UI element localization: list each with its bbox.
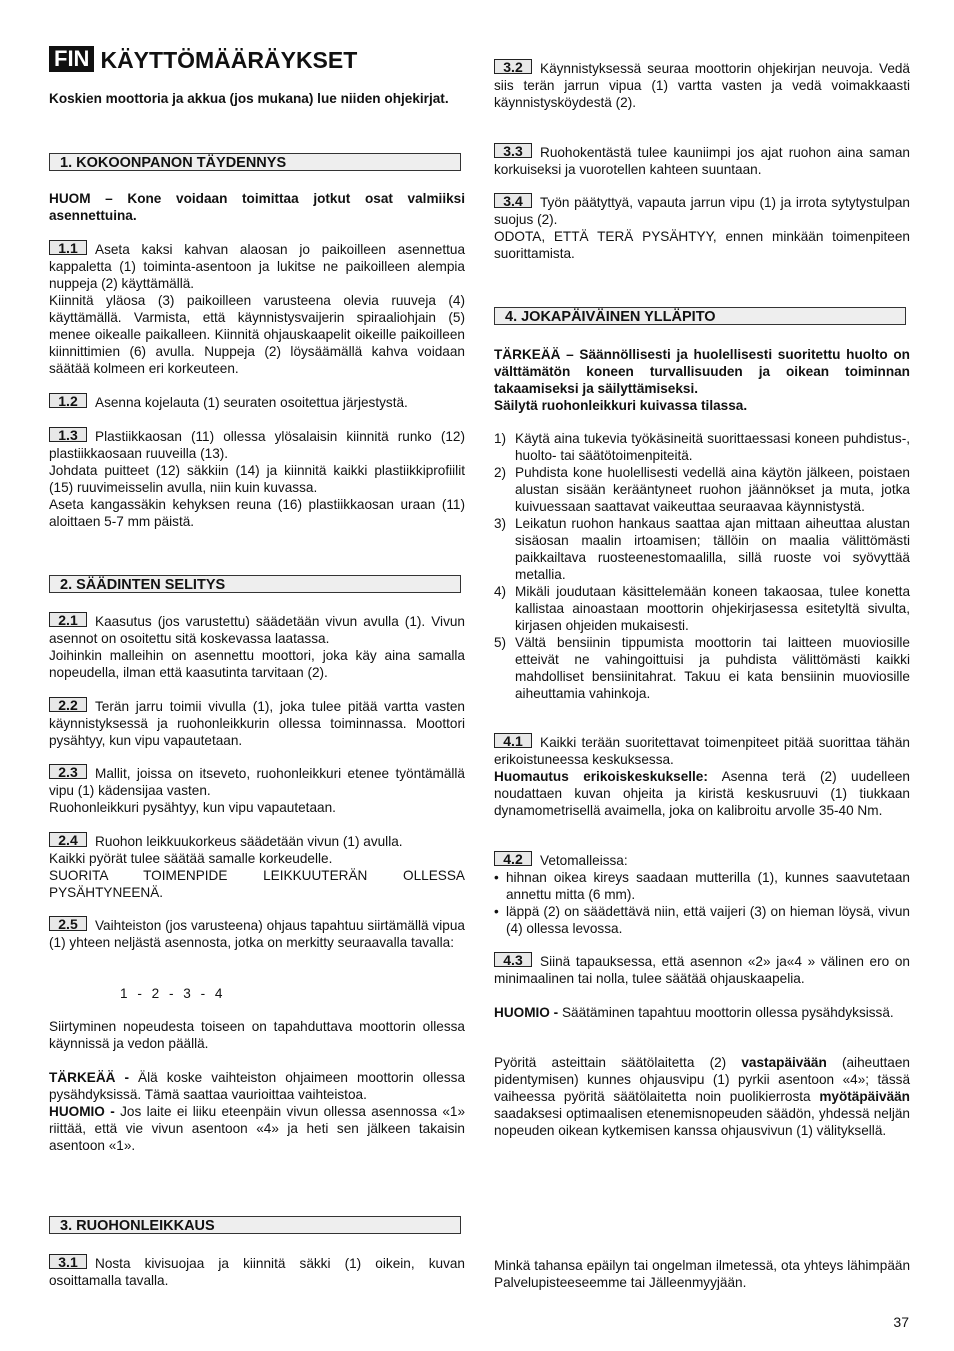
p23-text: Mallit, joissa on itseveto, ruohonleikkuri etenee työntämällä vipu (1) kädensijaa vasten. [49, 766, 465, 798]
list-item: • läppä (2) on säädettävä niin, että vaijeri (3) on hieman löysä, vivun (4) ollessa levossa. [494, 904, 910, 936]
list-item [494, 583, 910, 634]
step-badge: 2.5 [49, 916, 87, 931]
footer-paragraph: Minkä tahansa epäilyn tai ongelman ilmetessä, ota yhteys lähimpään Palvelupisteeseemme tai Jälleenmyyjään. [494, 1258, 910, 1290]
instr-bold-1: vastapäivään [741, 1055, 827, 1070]
paragraph-4-3 [494, 952, 910, 987]
p31-text: Nosta kivisuojaa ja kiinnitä säkki (1) oikein, kuvan osoittamalla tavalla. [49, 1256, 465, 1288]
p13-text: Plastiikkaosan (11) ollessa ylösalaisin kiinnitä runko (12) plastiikkaosaan ruuveilla (13). [49, 429, 465, 461]
p25-text: Vaihteiston (jos varusteena) ohjaus tapahtuu siirtämällä vipua (1) yhteen neljästä asennosta, jotka on merkitty seuraavalla tavalla: [49, 918, 465, 950]
paragraph-3-3 [494, 143, 910, 178]
step-badge: 2.4 [49, 832, 87, 847]
list-text: Puhdista kone huolellisesti vedellä aina käytön jälkeen, poistaen alustan sisään kerääntyneet ruohon jäännökset ja muta, jotka kuivuessaan saattavat vaikeuttaa seuraavaa käynnistystä. [515, 465, 910, 514]
paragraph-2-2 [49, 697, 465, 749]
p42-text: Vetomalleissa: [540, 853, 628, 868]
list-text: Vältä bensiinin tippumista moottorin tai laitteen muoviosille etteivät ne vahingoittuisi ja puhdista välittömästi kaikki mahdolliset bensiinitahrat. Takuu ei kata bensiinin muoviosille aiheuttamia vahinkoja. [515, 635, 910, 701]
p22-text: Terän jarru toimii vivulla (1), joka tulee pitää vartta vasten käynnistyksessä ja ruohonleikkurin ollessa toiminnassa. Moottori pysähtyy, kun vipu vapautetaan. [49, 699, 465, 748]
p11-text2: Kiinnitä yläosa (3) paikoilleen varusteena olevia ruuveja (4) käyttämällä. Varmista, että käynnistysvaijerin spiraaliohjain (5) menee oikealle paikalleen. Kiinnitä ohjauskaapelit oikeille paikoilleen kiinnittimien (6) avulla. Nuppeja (2) löysäämällä kahva voidaan säätää kolmeen eri korkeuteen. [49, 293, 465, 376]
s1-note: HUOM – Kone voidaan toimittaa jotkut osat valmiiksi asennettuina. [49, 191, 465, 223]
p41-label: Huomautus erikoiskeskukselle: [494, 769, 708, 784]
language-badge: FIN [49, 46, 94, 72]
warn-label: TÄRKEÄÄ - [49, 1070, 130, 1085]
list-item [494, 464, 910, 515]
p41-text2: Asenna terä (2) uudelleen noudattaen kuvan ohjeita ja kiristä keskusruuvi (1) tiukkaan dynamometrisellä avaimella, joka on kalibroitu arvolle 35-40 Nm. [494, 769, 910, 818]
paragraph-4-3-instructions [494, 1054, 910, 1139]
section-3-heading: 3. RUOHONLEIKKAUS [49, 1216, 461, 1234]
p24-text: Ruohon leikkuukorkeus säädetään vivun (1) avulla. [95, 834, 403, 849]
p13-text3: Aseta kangassäkin kehyksen reuna (16) plastiikkaosan uraan (11) aloittaen 5-7 mm päistä. [49, 497, 465, 529]
step-badge: 4.1 [494, 733, 532, 748]
p21-text: Kaasutus (jos varustettu) säädetään vivun avulla (1). Vivun asennot on osoitettu sitä koskevassa laatassa. [49, 614, 465, 646]
step-badge: 3.3 [494, 143, 532, 158]
paragraph-2-1 [49, 612, 465, 681]
note-text: Säätäminen tapahtuu moottorin ollessa pysähdyksissä. [561, 1005, 894, 1020]
step-badge: 1.3 [49, 427, 87, 442]
p43-text: Siinä tapauksessa, että asennon «2» ja«4 » välinen ero on minimaalinen tai nolla, tulee säätää ohjauskaapelia. [494, 954, 910, 986]
list-item: • hihnan oikea kireys saadaan mutterilla (1), kunnes saavutetaan annettu mitta (6 mm). [494, 870, 910, 902]
step-badge: 4.3 [494, 952, 532, 967]
step-badge: 3.2 [494, 59, 532, 74]
step-badge: 2.1 [49, 612, 87, 627]
footer-text [494, 1257, 910, 1291]
note-label: HUOMIO - [494, 1005, 559, 1020]
step-badge: 1.2 [49, 393, 87, 408]
instr-text-1: Pyöritä asteittain säätölaitetta (2) [494, 1055, 727, 1070]
s4-important [494, 346, 910, 414]
bullet-text: läppä (2) on säädettävä niin, että vaijeri (3) on hieman löysä, vivun (4) ollessa levossa. [506, 904, 910, 936]
list-number: 4) [494, 584, 507, 599]
paragraph-2-5-warnings [49, 1069, 465, 1154]
section-1-heading: 1. KOKOONPANON TÄYDENNYS [49, 153, 461, 171]
paragraph-3-1 [49, 1254, 465, 1289]
p34-text2: ODOTA, ETTÄ TERÄ PYSÄHTYY, ennen minkään toimenpiteen suorittamista. [494, 229, 910, 261]
p24-text2: Kaikki pyörät tulee säätää samalle korkeudelle. [49, 851, 333, 866]
page-header [49, 46, 465, 74]
p24-text3: SUORITA TOIMENPIDE LEIKKUUTERÄN OLLESSA PYSÄHTYNEENÄ. [49, 868, 465, 900]
step-badge: 2.3 [49, 764, 87, 779]
paragraph-4-3-note [494, 1004, 910, 1021]
paragraph-2-5 [49, 916, 465, 951]
step-badge: 3.1 [49, 1254, 87, 1269]
important-text: TÄRKEÄÄ – Säännöllisesti ja huolellisesti suoritettu huolto on välttämätön koneen turvallisuuden ja oikean toiminnan takaamiseksi ja säilyttämiseksi. [494, 347, 910, 396]
p32-text: Käynnistyksessä seuraa moottorin ohjekirjan neuvoja. Vedä siis terän jarrun vipua (1) vartta vasten ja vedä voimakkaasti käynnistysköydestä (2). [494, 61, 910, 110]
important-text2: Säilytä ruohonleikkuri kuivassa tilassa. [494, 398, 748, 413]
list-number: 3) [494, 516, 507, 531]
page-title: KÄYTTÖMÄÄRÄYKSET [100, 47, 358, 73]
gear-sequence: 1 - 2 - 3 - 4 [120, 986, 223, 1001]
paragraph-3-2 [494, 59, 910, 111]
list-item [494, 634, 910, 702]
list-item [494, 430, 910, 464]
instr-bold-2: myötäpäivään [819, 1089, 910, 1104]
section-4-heading: 4. JOKAPÄIVÄINEN YLLÄPITO [494, 307, 906, 325]
step-badge: 2.2 [49, 697, 87, 712]
step-badge: 3.4 [494, 193, 532, 208]
maintenance-list [494, 430, 910, 702]
p23-text2: Ruohonleikkuri pysähtyy, kun vipu vapautetaan. [49, 800, 336, 815]
note-label: HUOMIO - [49, 1104, 115, 1119]
step-badge: 4.2 [494, 851, 532, 866]
intro-text: Koskien moottoria ja akkua (jos mukana) lue niiden ohjekirjat. [49, 91, 449, 106]
warn-text: Älä koske vaihteiston ohjaimeen moottorin ollessa pysähdyksissä. Tämä saattaa vaurioittaa vaihteistoa. [49, 1070, 465, 1102]
paragraph-4-1 [494, 733, 910, 819]
instr-text-2: (aiheuttaen pidentymisen) kunnes ohjausvipu (1) pyrkii asentoon «4»; tässä vaiheessa pyöritä säätölaitetta noin puolikierrosta [494, 1055, 910, 1104]
p33-text: Ruohokentästä tulee kauniimpi jos ajat ruohon aina saman korkuiseksi ja vuorotellen kahteen suuntaan. [494, 145, 910, 177]
p12-text: Asenna kojelauta (1) seuraten osoitettua järjestystä. [95, 395, 408, 410]
p41-text: Kaikki terään suoritettavat toimenpiteet pitää suorittaa tähän erikoistuneessa keskuksessa. [494, 735, 910, 767]
p11-text: Aseta kaksi kahvan alaosan jo paikoilleen asennettua kappaletta (1) toiminta-asentoon ja lukitse ne paikoilleen alempia nuppeja (2) käyttämällä. [49, 242, 465, 291]
list-number: 2) [494, 465, 507, 480]
paragraph-4-2 [494, 851, 910, 937]
list-text: Mikäli joudutaan käsittelemään koneen takaosaa, tulee konetta kallistaa ainoastaan moottorin ohjekirjasessa esitetyltä sivulta, kirjasen ohjeiden mukaisesti. [515, 584, 910, 633]
section-2-heading: 2. SÄÄDINTEN SELITYS [49, 575, 461, 593]
list-text: Leikatun ruohon hankaus saattaa ajan mittaan aiheuttaa alustan sisäosan maalin irtoamisen; tällöin on maalia välittömästi paikkailtava ruosteenestomaalilla, sillä ruoste voi syövyttää metallia. [515, 516, 910, 582]
paragraph-1-3 [49, 427, 465, 530]
p13-text2: Johdata puitteet (12) säkkiin (14) ja kiinnitä kaikki plastiikkiprofiilit (15) ruuvimeisselin avulla, niin kuin kuvassa. [49, 463, 465, 495]
list-number: 5) [494, 635, 507, 650]
paragraph-1-1 [49, 240, 465, 377]
p34-text: Työn päätyttyä, vapauta jarrun vipu (1) ja irrota sytytystulpan suojus (2). [494, 195, 910, 227]
paragraph-1-2 [49, 393, 465, 411]
paragraph-2-4 [49, 832, 465, 901]
list-text: Käytä aina tukevia työkäsineitä suorittaessasi koneen puhdistus-, huolto- tai säätötoimenpiteitä. [515, 431, 910, 463]
paragraph-2-3 [49, 764, 465, 816]
instr-text-3: saadaksesi optimaalisen etenemisnopeuden säädön, yhdessä neljän nopeuden oikean kytkemisen kanssa ohjausvivun (1) välityksellä. [494, 1106, 910, 1138]
list-item [494, 515, 910, 583]
p25-text2: Siirtyminen nopeudesta toiseen on tapahduttava moottorin ollessa käynnissä ja vedon päällä. [49, 1019, 465, 1051]
p42-bullets [494, 869, 910, 937]
page-number: 37 [893, 1314, 909, 1330]
note-text: Jos laite ei liiku eteenpäin vivun ollessa asennossa «1» riittää, että vie vivun asentoon «4» ja heti sen jälkeen takaisin asentoon «1». [49, 1104, 466, 1153]
step-badge: 1.1 [49, 240, 87, 255]
list-number: 1) [494, 431, 507, 446]
bullet-text: hihnan oikea kireys saadaan mutterilla (1), kunnes saavutetaan annettu mitta (6 mm). [506, 870, 910, 902]
paragraph-3-4 [494, 193, 910, 262]
p21-text2: Joihinkin malleihin on asennettu moottori, joka käy aina samalla nopeudella, ilman että kaasutinta tarvitaan (2). [49, 648, 465, 680]
paragraph-2-5-cont [49, 1018, 465, 1052]
